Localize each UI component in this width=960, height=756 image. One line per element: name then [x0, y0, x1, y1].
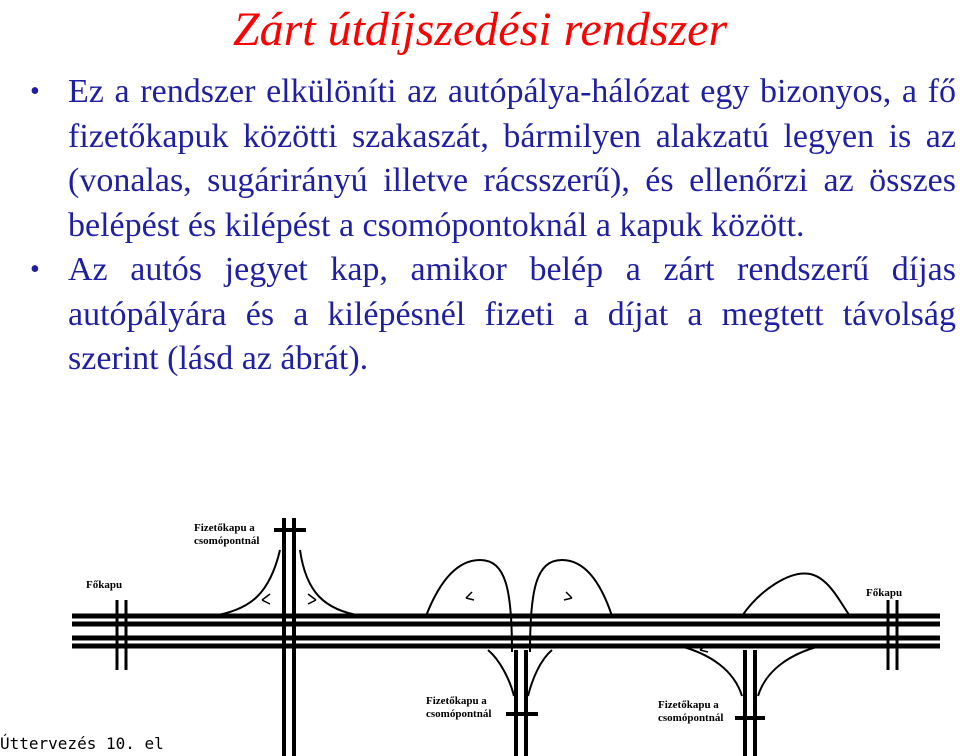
interchange-3 — [680, 573, 850, 756]
node-gate-label-mid-line2: csomópontnál — [426, 708, 492, 720]
node-gate-label-right-line1: Fizetőkapu a — [658, 699, 719, 711]
bullet-text: Az autós jegyet kap, amikor belép a zárt rendszerű díjas autópályára és a kilépésnél fizeti a díjat a megtett távolság szerint (lásd az ábrát). — [68, 251, 956, 377]
node-gate-label-top-line2: csomópontnál — [194, 535, 260, 547]
main-gate-label-left: Főkapu — [86, 579, 123, 591]
bullet-dot-icon: • — [30, 76, 40, 107]
closed-toll-system-diagram — [0, 500, 960, 756]
node-gate-label-right-line2: csomópontnál — [658, 712, 724, 724]
main-gate-label-right: Főkapu — [866, 587, 903, 599]
bullet-item — [30, 70, 956, 248]
slide-footer: Úttervezés 10. el — [0, 734, 164, 753]
interchange-2 — [426, 560, 612, 756]
node-gate-label-mid-line1: Fizetőkapu a — [426, 695, 487, 707]
bullet-list — [30, 70, 956, 382]
bullet-dot-icon: • — [30, 254, 40, 285]
motorway-carriageways — [72, 616, 940, 646]
node-gate-label-top-line1: Fizetőkapu a — [194, 522, 255, 534]
bullet-text: Ez a rendszer elkülöníti az autópálya-hálózat egy bizonyos, a fő fizetőkapuk közötti szakaszát, bármilyen alakzatú legyen is az (vonalas, sugárirányú illetve rácsszerű), és ellenőrzi az összes belépést és kilépést a csomópontoknál a kapuk között. — [68, 73, 956, 244]
slide-title: Zárt útdíjszedési rendszer — [232, 3, 728, 56]
bullet-item — [30, 248, 956, 382]
